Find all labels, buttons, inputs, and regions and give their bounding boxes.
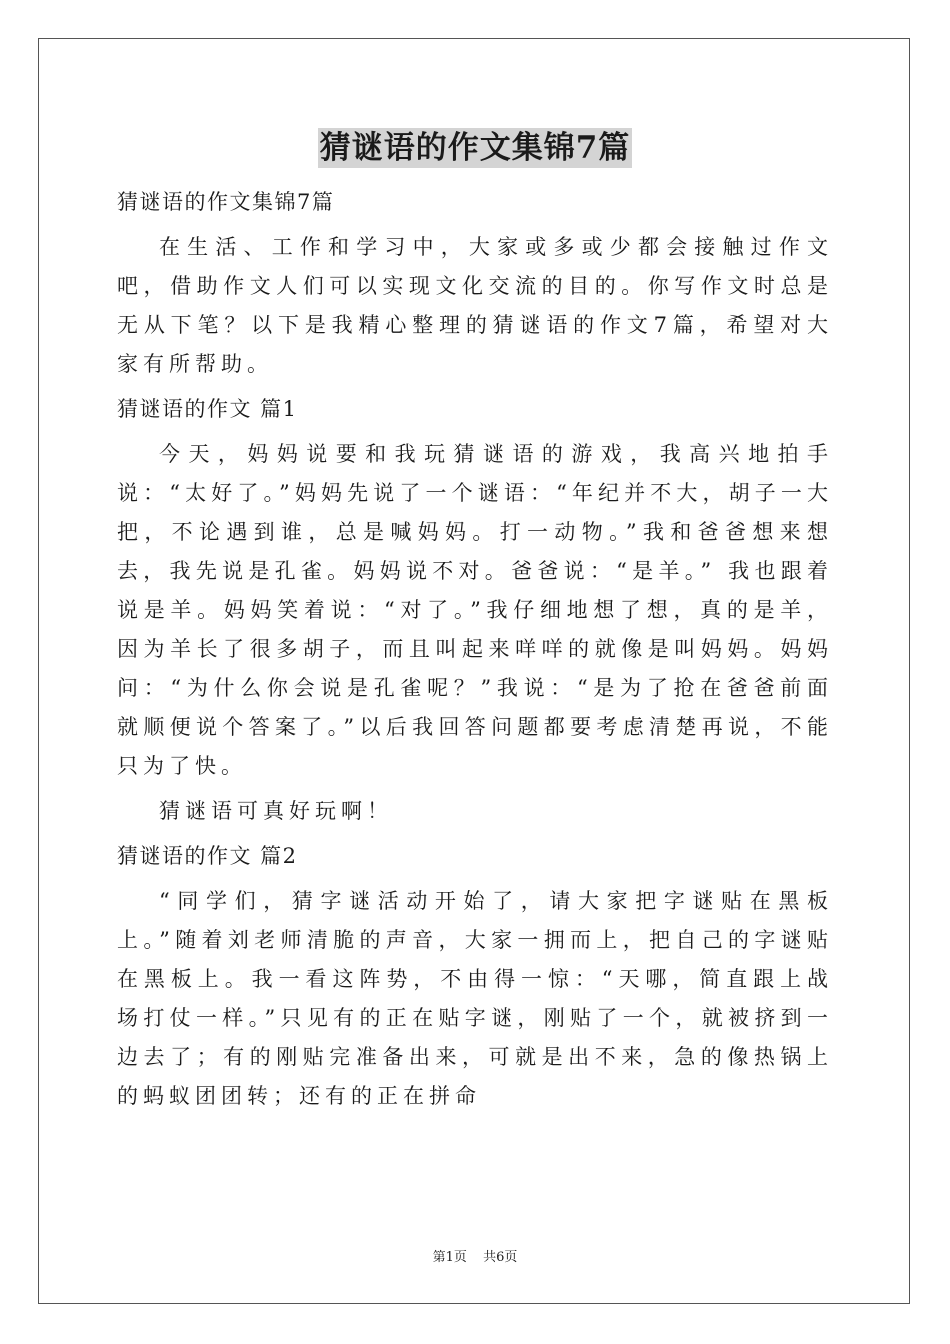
page-footer (0, 1246, 950, 1265)
section-1-paragraph-1: 今天，妈妈说要和我玩猜谜语的游戏，我高兴地拍手说：“太好了。”妈妈先说了一个谜语：“年纪并不大，胡子一大把，不论遇到谁，总是喊妈妈。打一动物。”我和爸爸想来想去，我先说是孔雀。妈妈说不对。爸爸说：“是羊。” 我也跟着说是羊。妈妈笑着说：“对了。”我仔细地想了想，真的是羊，因为羊长了很多胡子，而且叫起来咩咩的就像是叫妈妈。妈妈问：“为什么你会说是孔雀呢？”我说：“是为了抢在爸爸前面就顺便说个答案了。”以后我回答问题都要考虑清楚再说，不能只为了快。 (117, 442, 833, 778)
page-number: 第1页 (432, 1250, 467, 1265)
document-body (117, 180, 833, 1122)
section-heading-1: 猜谜语的作文 篇1 (117, 397, 298, 421)
section-1-paragraph-2: 猜谜语可真好玩啊！ (159, 799, 393, 823)
section-heading-2: 猜谜语的作文 篇2 (117, 844, 298, 868)
page-total: 共6页 (483, 1250, 518, 1265)
title-area (0, 128, 950, 168)
intro-paragraph: 在生活、工作和学习中，大家或多或少都会接触过作文吧，借助作文人们可以实现文化交流的目的。你写作文时总是无从下笔？以下是我精心整理的猜谜语的作文7篇，希望对大家有所帮助。 (117, 235, 833, 376)
document-subtitle: 猜谜语的作文集锦7篇 (117, 190, 335, 214)
document-title: 猜谜语的作文集锦7篇 (319, 130, 631, 166)
section-2-paragraph-1: “同学们，猜字谜活动开始了，请大家把字谜贴在黑板上。”随着刘老师清脆的声音，大家一拥而上，把自己的字谜贴在黑板上。我一看这阵势，不由得一惊：“天哪，简直跟上战场打仗一样。”只见有的正在贴字谜，刚贴了一个，就被挤到一边去了；有的刚贴完准备出来，可就是出不来，急的像热锅上的蚂蚁团团转；还有的正在拼命 (117, 889, 833, 1108)
